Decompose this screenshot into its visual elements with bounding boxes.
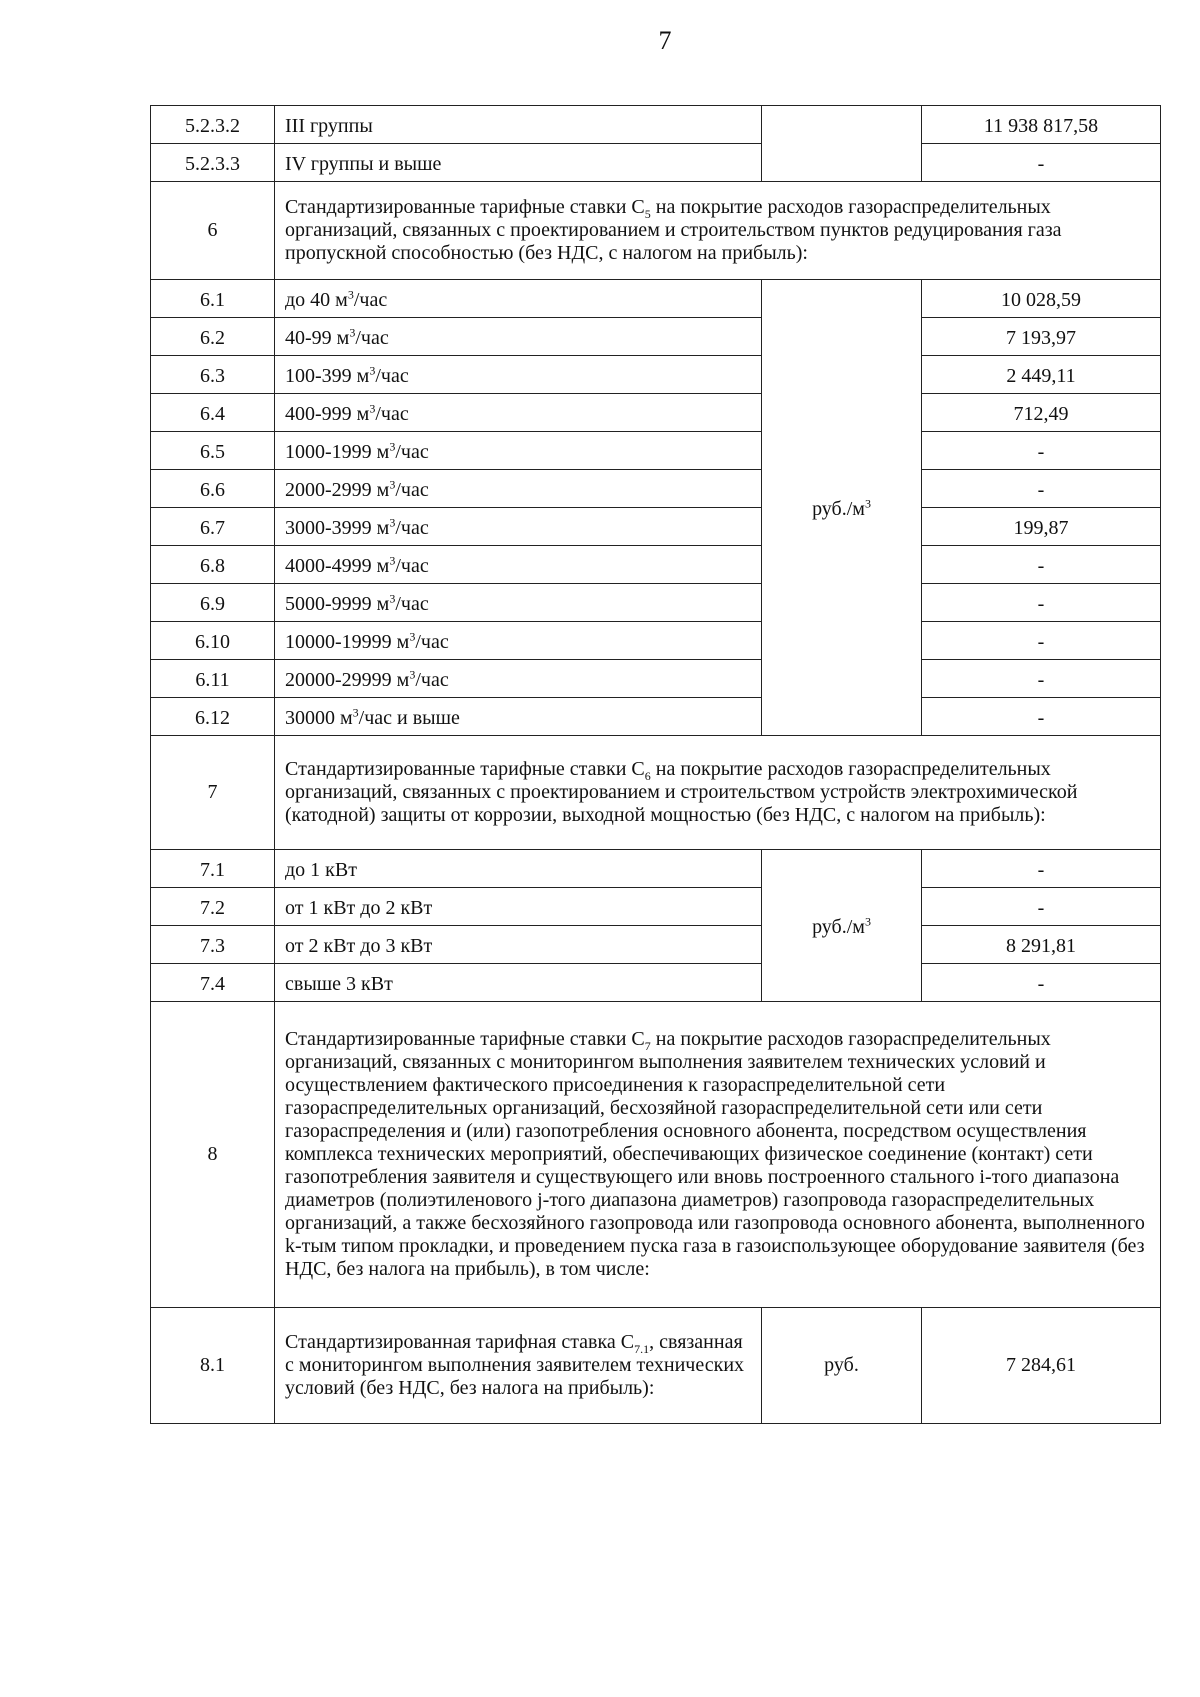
section-header-row (151, 182, 1161, 280)
table-row (151, 280, 1161, 318)
row-name: до 40 $м^3$/час (275, 280, 762, 318)
row-name: 400-999 $м^3$/час (275, 394, 762, 432)
table-row (151, 144, 1161, 182)
row-value: 11 938 817,58 (922, 106, 1161, 144)
table-row (151, 660, 1161, 698)
row-number: 6.11 (151, 660, 275, 698)
row-name: III группы (275, 106, 762, 144)
row-name: 20000-29999 $м^3$/час (275, 660, 762, 698)
row-value: 712,49 (922, 394, 1161, 432)
table-row (151, 1308, 1161, 1424)
row-name: свыше 3 кВт (275, 964, 762, 1002)
row-name: 30000 $м^3$/час и выше (275, 698, 762, 736)
row-number: 5.2.3.2 (151, 106, 275, 144)
row-value: - (922, 546, 1161, 584)
row-name: 3000-3999 $м^3$/час (275, 508, 762, 546)
row-name: Стандартизированная тарифная ставка $С_{7.1}$, связанная с мониторингом выполнения заявителем технических условий (без НДС, без налога на прибыль): (275, 1308, 762, 1424)
row-value: - (922, 888, 1161, 926)
table-row (151, 850, 1161, 888)
row-number: 6.4 (151, 394, 275, 432)
section-description: Стандартизированные тарифные ставки $С_5$ на покрытие расходов газораспределительных организаций, связанных с проектированием и строительством пунктов редуцирования газа пропускной способностью (без НДС, с налогом на прибыль): (275, 182, 1161, 280)
row-number: 6.12 (151, 698, 275, 736)
table-row (151, 888, 1161, 926)
table-row (151, 470, 1161, 508)
row-value: - (922, 850, 1161, 888)
row-value: - (922, 470, 1161, 508)
row-name: 40-99 $м^3$/час (275, 318, 762, 356)
tariff-table (150, 105, 1161, 1424)
row-value: 7 284,61 (922, 1308, 1161, 1424)
row-number: 6.8 (151, 546, 275, 584)
row-value: - (922, 432, 1161, 470)
row-name: 5000-9999 $м^3$/час (275, 584, 762, 622)
section-description: Стандартизированные тарифные ставки $С_6$ на покрытие расходов газораспределительных организаций, связанных с проектированием и строительством устройств электрохимической (катодной) защиты от коррозии, выходной мощностью (без НДС, с налогом на прибыль): (275, 736, 1161, 850)
row-value: 7 193,97 (922, 318, 1161, 356)
row-value: - (922, 660, 1161, 698)
section-header-row (151, 1002, 1161, 1308)
table-row (151, 318, 1161, 356)
row-number: 6.10 (151, 622, 275, 660)
row-number: 6.9 (151, 584, 275, 622)
row-value: - (922, 144, 1161, 182)
row-number: 7.2 (151, 888, 275, 926)
table-row (151, 698, 1161, 736)
unit-cell: $руб./м^3$ (762, 850, 922, 1002)
table-row (151, 622, 1161, 660)
table-row (151, 508, 1161, 546)
table-row (151, 964, 1161, 1002)
row-name: от 1 кВт до 2 кВт (275, 888, 762, 926)
table-row (151, 106, 1161, 144)
row-value: - (922, 622, 1161, 660)
table-row (151, 926, 1161, 964)
row-number: 7.1 (151, 850, 275, 888)
page-number: 7 (658, 26, 672, 55)
section-number: 6 (151, 182, 275, 280)
section-number: 7 (151, 736, 275, 850)
row-number: 6.6 (151, 470, 275, 508)
row-number: 5.2.3.3 (151, 144, 275, 182)
row-number: 7.3 (151, 926, 275, 964)
unit-cell: $руб./м^3$ (762, 280, 922, 736)
row-value: 10 028,59 (922, 280, 1161, 318)
row-number: 7.4 (151, 964, 275, 1002)
unit-cell (762, 106, 922, 182)
row-number: 6.7 (151, 508, 275, 546)
table-row (151, 394, 1161, 432)
row-number: 6.5 (151, 432, 275, 470)
table-row (151, 432, 1161, 470)
row-number: 6.1 (151, 280, 275, 318)
unit-cell: руб. (762, 1308, 922, 1424)
section-header-row (151, 736, 1161, 850)
row-name: от 2 кВт до 3 кВт (275, 926, 762, 964)
row-value: - (922, 698, 1161, 736)
section-number: 8 (151, 1002, 275, 1308)
row-name: IV группы и выше (275, 144, 762, 182)
row-number: 6.2 (151, 318, 275, 356)
section-description: Стандартизированные тарифные ставки $С_7$ на покрытие расходов газораспределительных организаций, связанных с мониторингом выполнения заявителем технических условий и осуществлением фактического присоединения к газораспределительной сети газораспределительных организаций, бесхозяйной газораспределительной сети или сети газораспределения и (или) газопотребления основного абонента, посредством осуществления комплекса технических мероприятий, обеспечивающих физическое соединение (контакт) сети газопотребления заявителя и существующего или вновь построенного стального i-того диапазона диаметров (полиэтиленового j-того диапазона диаметров) газопровода газораспределительных организаций, а также бесхозяйного газопровода или газопровода основного абонента, выполненного k-тым типом прокладки, и проведением пуска газа в газоиспользующее оборудование заявителя (без НДС, без налога на прибыль), в том числе: (275, 1002, 1161, 1308)
row-value: - (922, 584, 1161, 622)
row-name: 10000-19999 $м^3$/час (275, 622, 762, 660)
row-name: 2000-2999 $м^3$/час (275, 470, 762, 508)
row-value: 199,87 (922, 508, 1161, 546)
row-value: - (922, 964, 1161, 1002)
row-value: 2 449,11 (922, 356, 1161, 394)
row-name: 1000-1999 $м^3$/час (275, 432, 762, 470)
table-row (151, 356, 1161, 394)
row-name: до 1 кВт (275, 850, 762, 888)
row-number: 8.1 (151, 1308, 275, 1424)
row-number: 6.3 (151, 356, 275, 394)
row-name: 4000-4999 $м^3$/час (275, 546, 762, 584)
row-name: 100-399 $м^3$/час (275, 356, 762, 394)
table-row (151, 584, 1161, 622)
table-row (151, 546, 1161, 584)
row-value: 8 291,81 (922, 926, 1161, 964)
